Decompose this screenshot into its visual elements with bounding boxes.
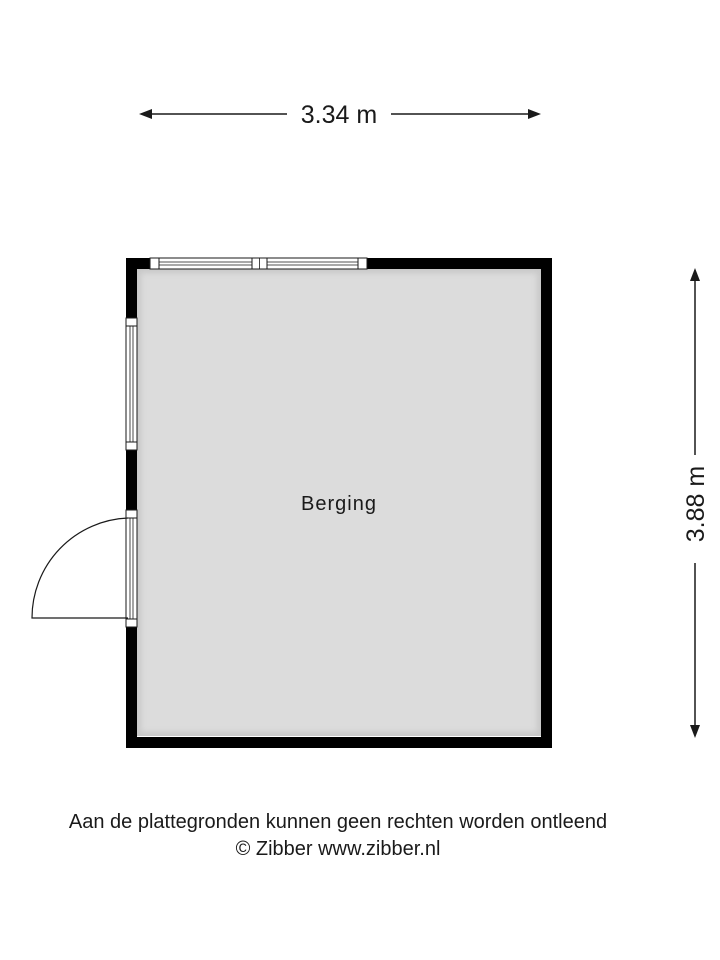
copyright-text: © Zibber www.zibber.nl — [235, 838, 441, 860]
height-dimension — [682, 268, 710, 738]
arrow-up-icon — [690, 268, 700, 281]
width-dimension — [139, 101, 541, 129]
arrow-down-icon — [690, 725, 700, 738]
wall-bottom — [126, 737, 552, 748]
room-label: Berging — [301, 493, 377, 515]
wall-right — [541, 258, 552, 748]
height-dimension-label: 3.88 m — [682, 465, 710, 543]
width-dimension-label: 3.34 m — [300, 101, 378, 129]
window-top — [150, 258, 367, 269]
disclaimer-text: Aan de plattegronden kunnen geen rechten worden ontleend — [68, 811, 608, 833]
arrow-right-icon — [528, 109, 541, 119]
window-left — [126, 318, 137, 450]
door-left — [32, 510, 137, 627]
door-swing-arc — [32, 518, 128, 618]
arrow-left-icon — [139, 109, 152, 119]
